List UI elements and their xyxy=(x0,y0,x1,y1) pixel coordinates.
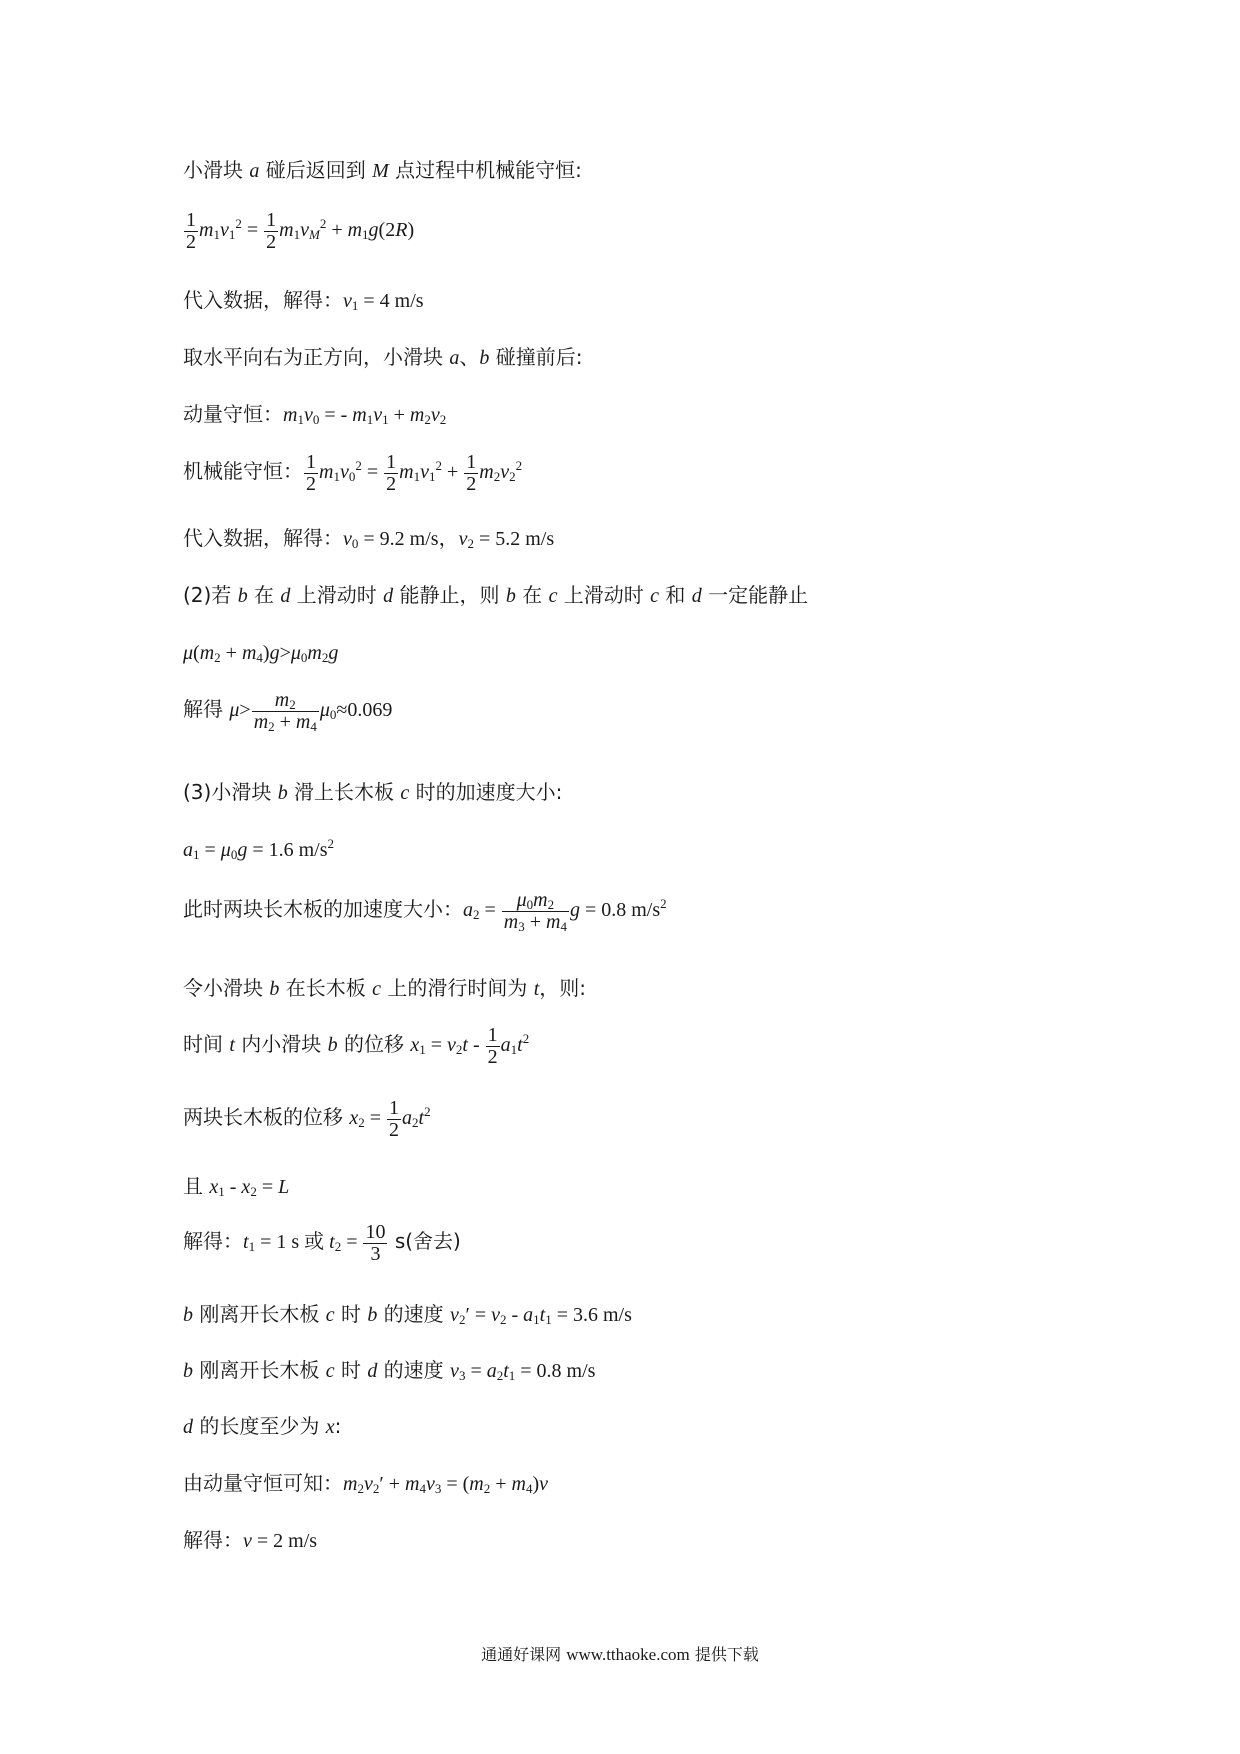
text-line-1: 小滑块 a 碰后返回到 M 点过程中机械能守恒: xyxy=(183,158,582,182)
text-line-mu-result: 解得 μ> $\frac{m_2}{m_2 + m_4}$ $\mu_0\approx 0.069$ xyxy=(183,689,393,734)
text-line-part2: (2)若 b 在 d 上滑动时 d 能静止，则 b 在 c 上滑动时 c 和 d 一定能静止 xyxy=(183,583,809,607)
text-line-23: 解得：v = 2 m/s xyxy=(183,1528,318,1552)
text-line-21: d 的长度至少为 x: xyxy=(183,1414,342,1438)
footer-suffix: 提供下载 xyxy=(694,1645,759,1664)
footer-url[interactable]: www.tthaoke.com xyxy=(566,1645,690,1664)
equation-friction-condition: $\mu(m_2 + m_4)g>\mu_0m_2g$ xyxy=(183,642,339,665)
text-line-x1: 时间 t 内小滑块 b 的位移 $x_1 = v_2t$ - $\frac{1}{2}$ $a_1t^2$ xyxy=(183,1024,530,1068)
text-line-7: 代入数据，解得：$v_0 = 9.2$ m/s，$v_2 = 5.2$ m/s xyxy=(183,526,555,551)
text-line-4: 取水平向右为正方向，小滑块 a、b 碰撞前后: xyxy=(183,345,583,369)
text-line-3: 代入数据，解得：$v_1 = 4$ m/s xyxy=(183,288,424,313)
text-line-t-result: 解得：$t_1 = 1$ s 或 $t_2$ = $\frac{10}{3}$ s(舍去) xyxy=(183,1221,461,1265)
text-line-x2: 两块长木板的位移 $x_2$ = $\frac{1}{2}$ $a_2t^2$ xyxy=(183,1097,431,1141)
footer-site-name: 通通好课网 xyxy=(481,1645,562,1664)
text-line-part3: (3)小滑块 b 滑上长木板 c 时的加速度大小: xyxy=(183,780,563,804)
text-line-17: 且 $x_1 - x_2 = L$ xyxy=(183,1174,290,1199)
equation-a1: $a_1 = \mu_0g = 1.6$ $m/s^2$ xyxy=(183,836,335,862)
text-line-a2: 此时两块长木板的加速度大小：$a_2$ = $\frac{\mu_0m_2}{m_3 + m_4}$ g = 0.8 $m/s^2$ xyxy=(183,889,667,934)
text-line-energy: 机械能守恒： $\frac{1}{2}$ $m_1v_0^2$ = $\frac{1}{2}$ $m_1v_1^2$ + $\frac{1}{2}$ $m_2v_2^2$ xyxy=(183,451,523,495)
text-line-20: b 刚离开长木板 c 时 d 的速度 $v_3 = a_2t_1 = 0.8$ m/s xyxy=(183,1358,596,1383)
equation-energy-return: $\frac{1}{2}$ $m_1v_1^2$ = $\frac{1}{2}$ $m_1v_M^2 + m_1g(2R)$ xyxy=(186,209,415,253)
page-footer xyxy=(0,1642,1240,1665)
text-line-momentum: 动量守恒：$m_1v_0$ = - $m_1v_1 + m_2v_2$ xyxy=(183,402,447,427)
text-line-19: b 刚离开长木板 c 时 b 的速度 $v_2' = v_2 - a_1t_1 = 3.6$ m/s xyxy=(183,1302,632,1327)
text-line-14: 令小滑块 b 在长木板 c 上的滑行时间为 t，则: xyxy=(183,976,586,1000)
text-line-22: 由动量守恒可知：$m_2v_2' + m_4v_3 = (m_2 + m_4)v$ xyxy=(183,1471,549,1496)
